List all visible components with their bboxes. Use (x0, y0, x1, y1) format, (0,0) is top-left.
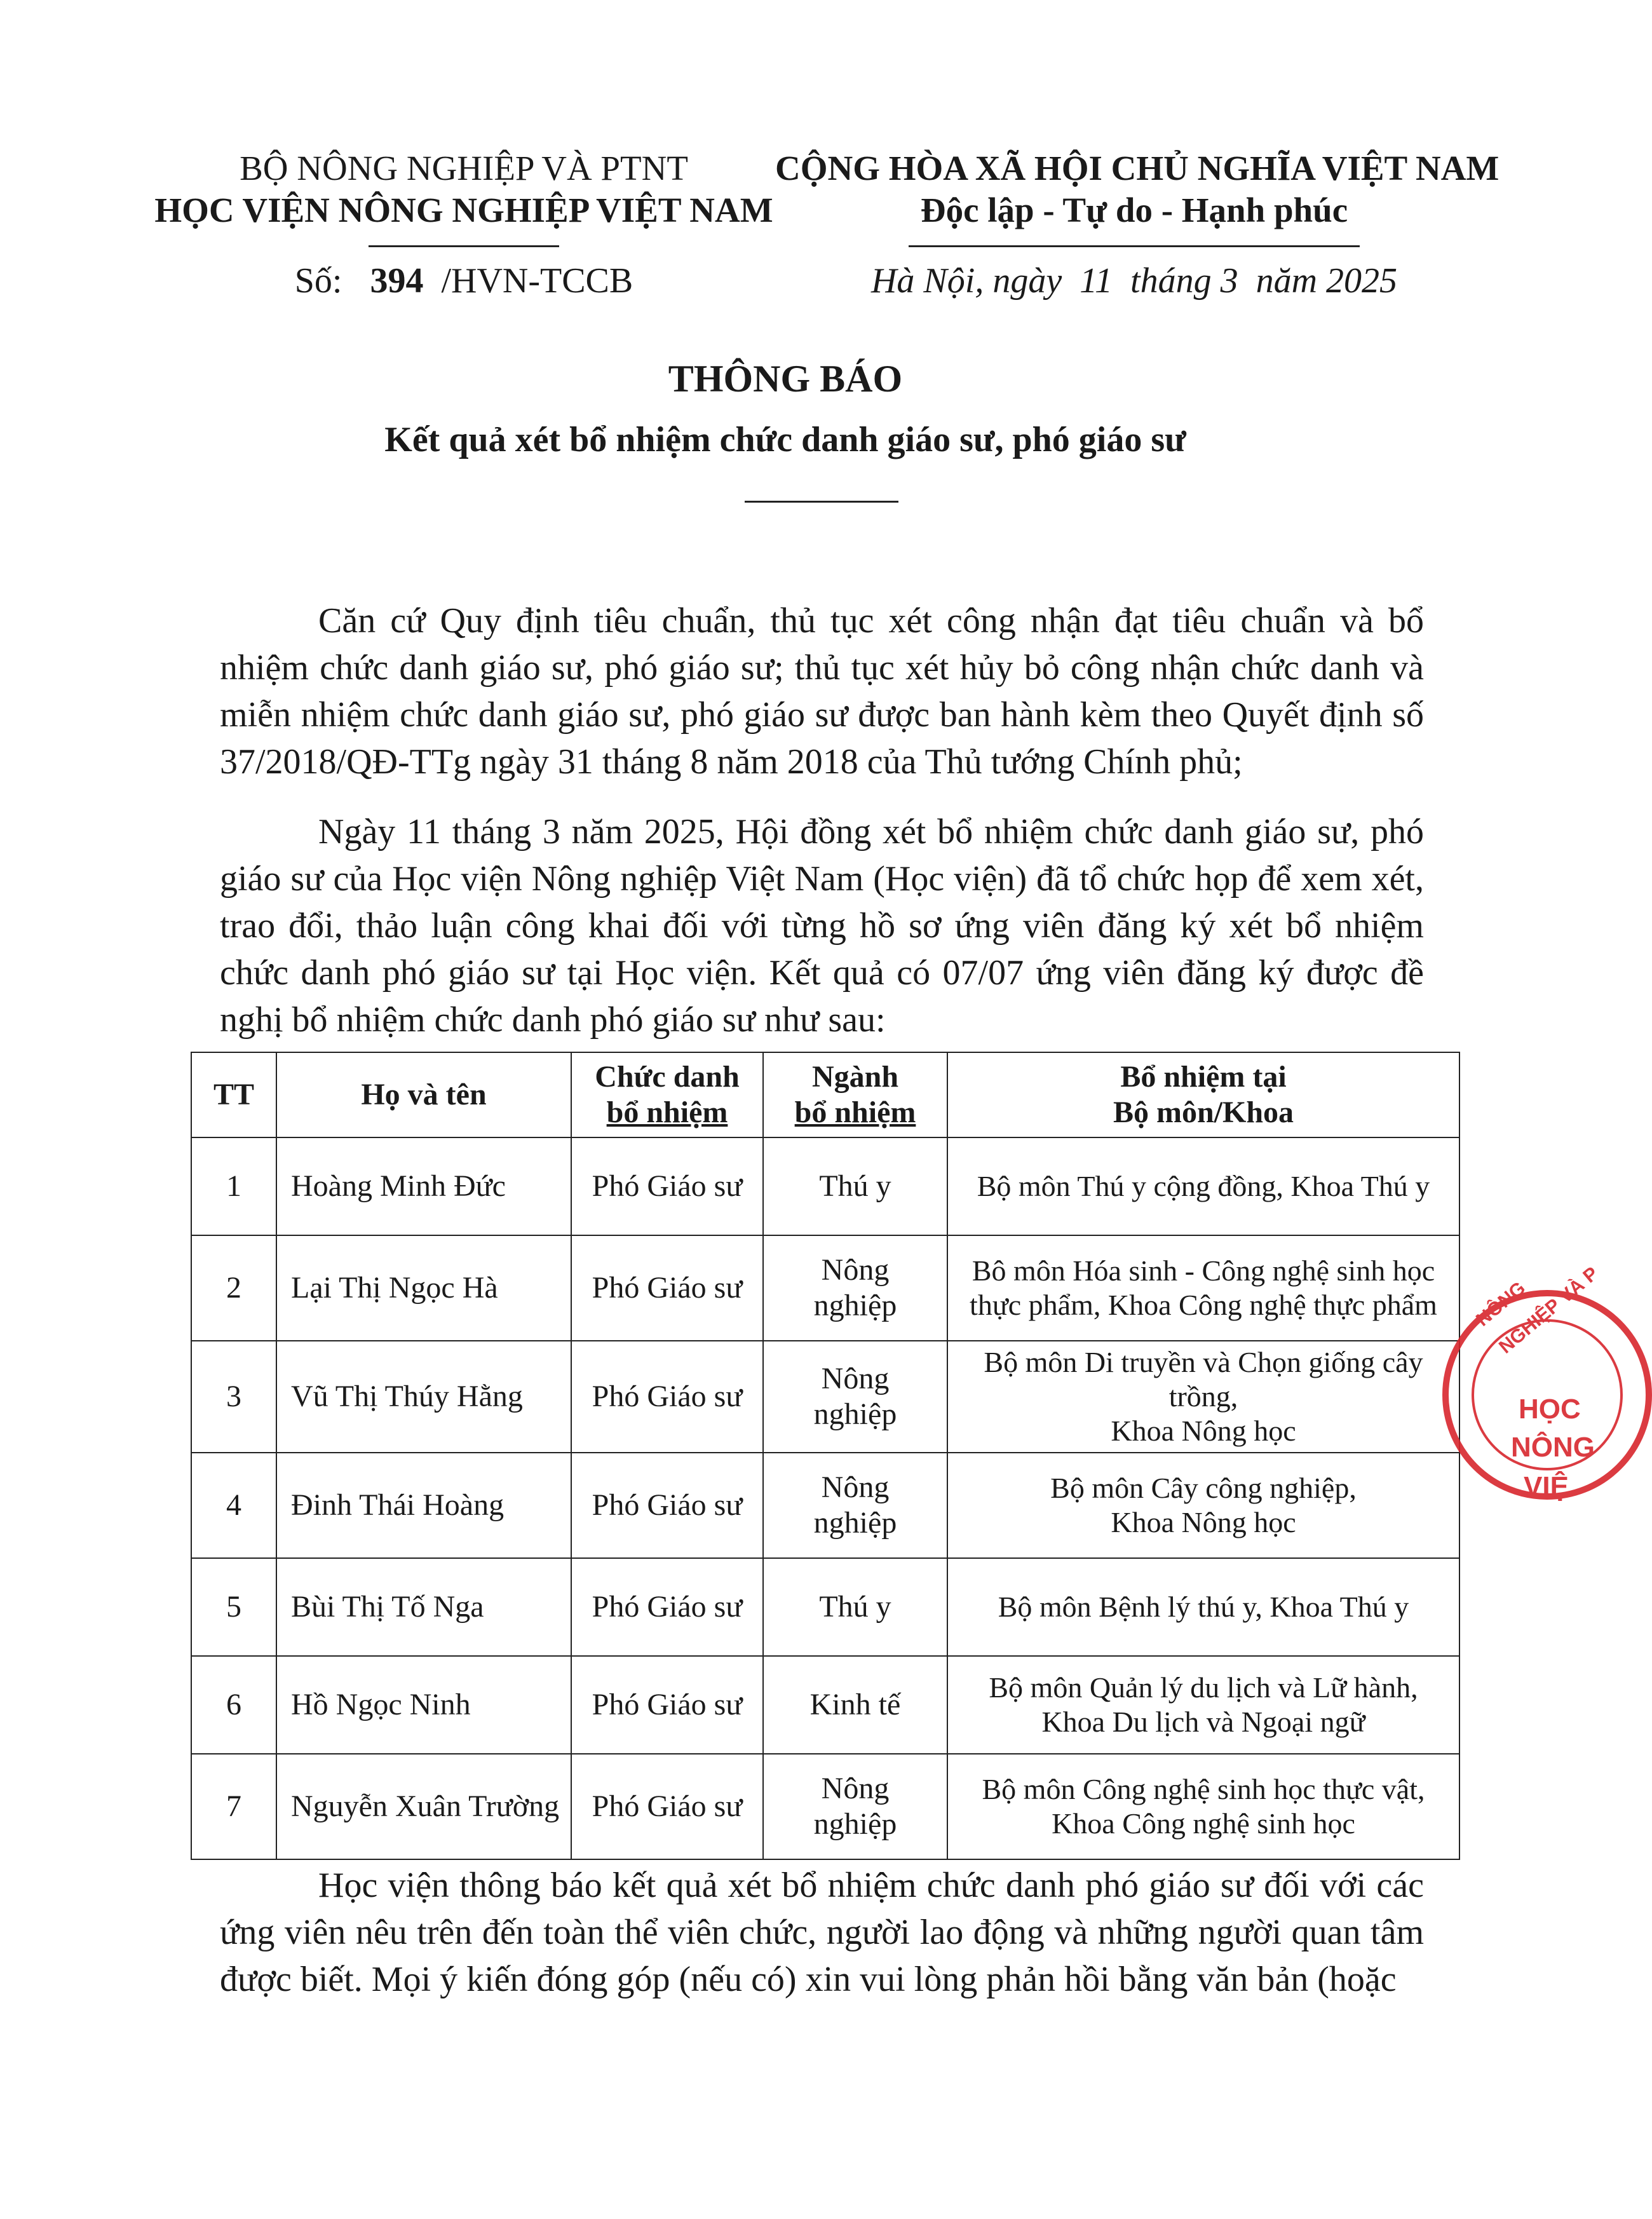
row-field-line1: Nông (821, 1470, 890, 1504)
row-title: Phó Giáo sư (571, 1341, 763, 1453)
row-field-line2: nghiệp (813, 1289, 897, 1322)
paragraph-legal-basis: Căn cứ Quy định tiêu chuẩn, thủ tục xét công nhận đạt tiêu chuẩn và bổ nhiệm chức danh giáo sư, phó giáo sư; thủ tục xét hủy bỏ công nhận chức danh và miễn nhiệm chức danh giáo sư, phó giáo sư được ban hành kèm theo Quyết định số 37/2018/QĐ-TTg ngày 31 tháng 8 năm 2018 của Thủ tướng Chính phủ; (220, 601, 1424, 782)
row-department-line2: Khoa Công nghệ sinh học (1052, 1807, 1355, 1840)
table-row (191, 1137, 1459, 1235)
row-tt: 7 (191, 1754, 276, 1859)
results-table (191, 1052, 1460, 1860)
row-department-line2: Khoa Nông học (1111, 1506, 1296, 1538)
table-row (191, 1656, 1459, 1754)
title-underline (745, 501, 898, 503)
row-tt: 4 (191, 1453, 276, 1558)
motto-underline (909, 245, 1360, 247)
row-field-line2: nghiệp (813, 1397, 897, 1431)
row-title: Phó Giáo sư (571, 1235, 763, 1341)
issuer-block (152, 147, 775, 231)
row-tt: 5 (191, 1558, 276, 1656)
row-department-line1: Bô môn Hóa sinh - Công nghệ sinh học (972, 1254, 1435, 1287)
row-field (763, 1137, 947, 1235)
row-department (947, 1754, 1459, 1859)
paragraph-meeting-result: Ngày 11 tháng 3 năm 2025, Hội đồng xét bổ nhiệm chức danh giáo sư, phó giáo sư của Học viện Nông nghiệp Việt Nam (Học viện) đã tổ chức họp để xem xét, trao đổi, thảo luận công khai đối với từng hồ sơ ứng viên đăng ký xét bổ nhiệm chức danh phó giáo sư tại Học viện. Kết quả có 07/07 ứng viên đăng ký được đề nghị bổ nhiệm chức danh phó giáo sư như sau: (220, 812, 1424, 1040)
row-field (763, 1453, 947, 1558)
row-department-line2: Khoa Du lịch và Ngoại ngữ (1041, 1706, 1365, 1738)
row-title: Phó Giáo sư (571, 1137, 763, 1235)
document-number-suffix: /HVN-TCCB (441, 261, 633, 301)
row-name: Hồ Ngọc Ninh (276, 1656, 571, 1754)
row-department (947, 1137, 1459, 1235)
document-number-value: 394 (370, 261, 424, 301)
row-department-line1: Bộ môn Bệnh lý thú y, Khoa Thú y (998, 1591, 1409, 1623)
header-title-line2: bổ nhiệm (606, 1096, 728, 1129)
seal-text-line2: NÔNG (1511, 1432, 1595, 1463)
table-row (191, 1558, 1459, 1656)
seal-text-line1: HỌC (1519, 1394, 1581, 1425)
document-title: THÔNG BÁO (668, 358, 903, 400)
header-title-line1: Chức danh (595, 1060, 740, 1094)
row-tt: 3 (191, 1341, 276, 1453)
row-department-line1: Bộ môn Cây công nghiệp, (1050, 1472, 1357, 1504)
row-title: Phó Giáo sư (571, 1656, 763, 1754)
header-department-line2: Bộ môn/Khoa (1113, 1096, 1294, 1129)
row-name: Bùi Thị Tố Nga (276, 1558, 571, 1656)
row-tt: 1 (191, 1137, 276, 1235)
row-field-line1: Thú y (819, 1590, 891, 1624)
row-department-line2: thực phẩm, Khoa Công nghệ thực phẩm (970, 1289, 1437, 1321)
issuer-underline (369, 245, 559, 247)
table-row (191, 1754, 1459, 1859)
header-field-line2: bổ nhiệm (794, 1096, 916, 1129)
table-row (191, 1453, 1459, 1558)
row-field-line1: Nông (821, 1362, 890, 1395)
row-tt: 2 (191, 1235, 276, 1341)
row-title: Phó Giáo sư (571, 1558, 763, 1656)
row-name: Đinh Thái Hoàng (276, 1453, 571, 1558)
header-department (947, 1052, 1459, 1137)
row-name: Hoàng Minh Đức (276, 1137, 571, 1235)
row-field (763, 1754, 947, 1859)
seal-ring-text: NÔNG NGHIỆP VÀ P (1472, 1263, 1603, 1358)
row-department-line1: Bộ môn Thú y cộng đồng, Khoa Thú y (977, 1170, 1430, 1202)
row-tt: 6 (191, 1656, 276, 1754)
paragraph-announcement: Học viện thông báo kết quả xét bổ nhiệm chức danh phó giáo sư đối với các ứng viên nêu trên đến toàn thể viên chức, người lao động và những người quan tâm được biết. Mọi ý kiến đóng góp (nếu có) xin vui lòng phản hồi bằng văn bản (hoặc (220, 1866, 1424, 1999)
row-title: Phó Giáo sư (571, 1754, 763, 1859)
row-department-line1: Bộ môn Quản lý du lịch và Lữ hành, (989, 1671, 1418, 1704)
row-title: Phó Giáo sư (571, 1453, 763, 1558)
row-field-line2: nghiệp (813, 1506, 897, 1540)
row-department-line2: Khoa Nông học (1111, 1415, 1296, 1447)
header-field-line1: Ngành (811, 1060, 899, 1094)
row-department (947, 1453, 1459, 1558)
row-field-line2: nghiệp (813, 1807, 897, 1841)
row-department (947, 1341, 1459, 1453)
official-seal (1442, 1263, 1652, 1502)
row-field (763, 1656, 947, 1754)
row-department (947, 1235, 1459, 1341)
header-title (571, 1052, 763, 1137)
table-row (191, 1235, 1459, 1341)
institution-name: HỌC VIỆN NÔNG NGHIỆP VIỆT NAM (154, 191, 773, 229)
seal-text-line3: VIỆ (1524, 1471, 1569, 1502)
row-field-line1: Nông (821, 1253, 890, 1287)
document-number-prefix: Số: (294, 261, 342, 301)
row-name: Lại Thị Ngọc Hà (276, 1235, 571, 1341)
row-name: Nguyễn Xuân Trường (276, 1754, 571, 1859)
header-tt: TT (191, 1052, 276, 1137)
row-department (947, 1558, 1459, 1656)
row-field (763, 1558, 947, 1656)
document-number (152, 261, 775, 301)
row-department-line1: Bộ môn Di truyền và Chọn giống cây trồng, (984, 1346, 1423, 1413)
header-department-line1: Bổ nhiệm tại (1120, 1060, 1287, 1094)
header-name: Họ và tên (276, 1052, 571, 1137)
row-field-line1: Nông (821, 1772, 890, 1805)
document-date: Hà Nội, ngày 11 tháng 3 năm 2025 (870, 261, 1398, 301)
row-field-line1: Thú y (819, 1169, 891, 1203)
row-department-line1: Bộ môn Công nghệ sinh học thực vật, (982, 1773, 1425, 1805)
national-motto: Độc lập - Tự do - Hạnh phúc (920, 191, 1348, 229)
header-field (763, 1052, 947, 1137)
document-subtitle: Kết quả xét bổ nhiệm chức danh giáo sư, phó giáo sư (384, 420, 1186, 459)
row-field-line1: Kinh tế (809, 1688, 901, 1721)
table-header-row (191, 1052, 1459, 1137)
country-name: CỘNG HÒA XÃ HỘI CHỦ NGHĨA VIỆT NAM (775, 149, 1500, 187)
row-department (947, 1656, 1459, 1754)
national-heading (775, 147, 1500, 231)
row-field (763, 1235, 947, 1341)
row-name: Vũ Thị Thúy Hằng (276, 1341, 571, 1453)
row-field (763, 1341, 947, 1453)
ministry-name: BỘ NÔNG NGHIỆP VÀ PTNT (240, 149, 688, 187)
table-row (191, 1341, 1459, 1453)
